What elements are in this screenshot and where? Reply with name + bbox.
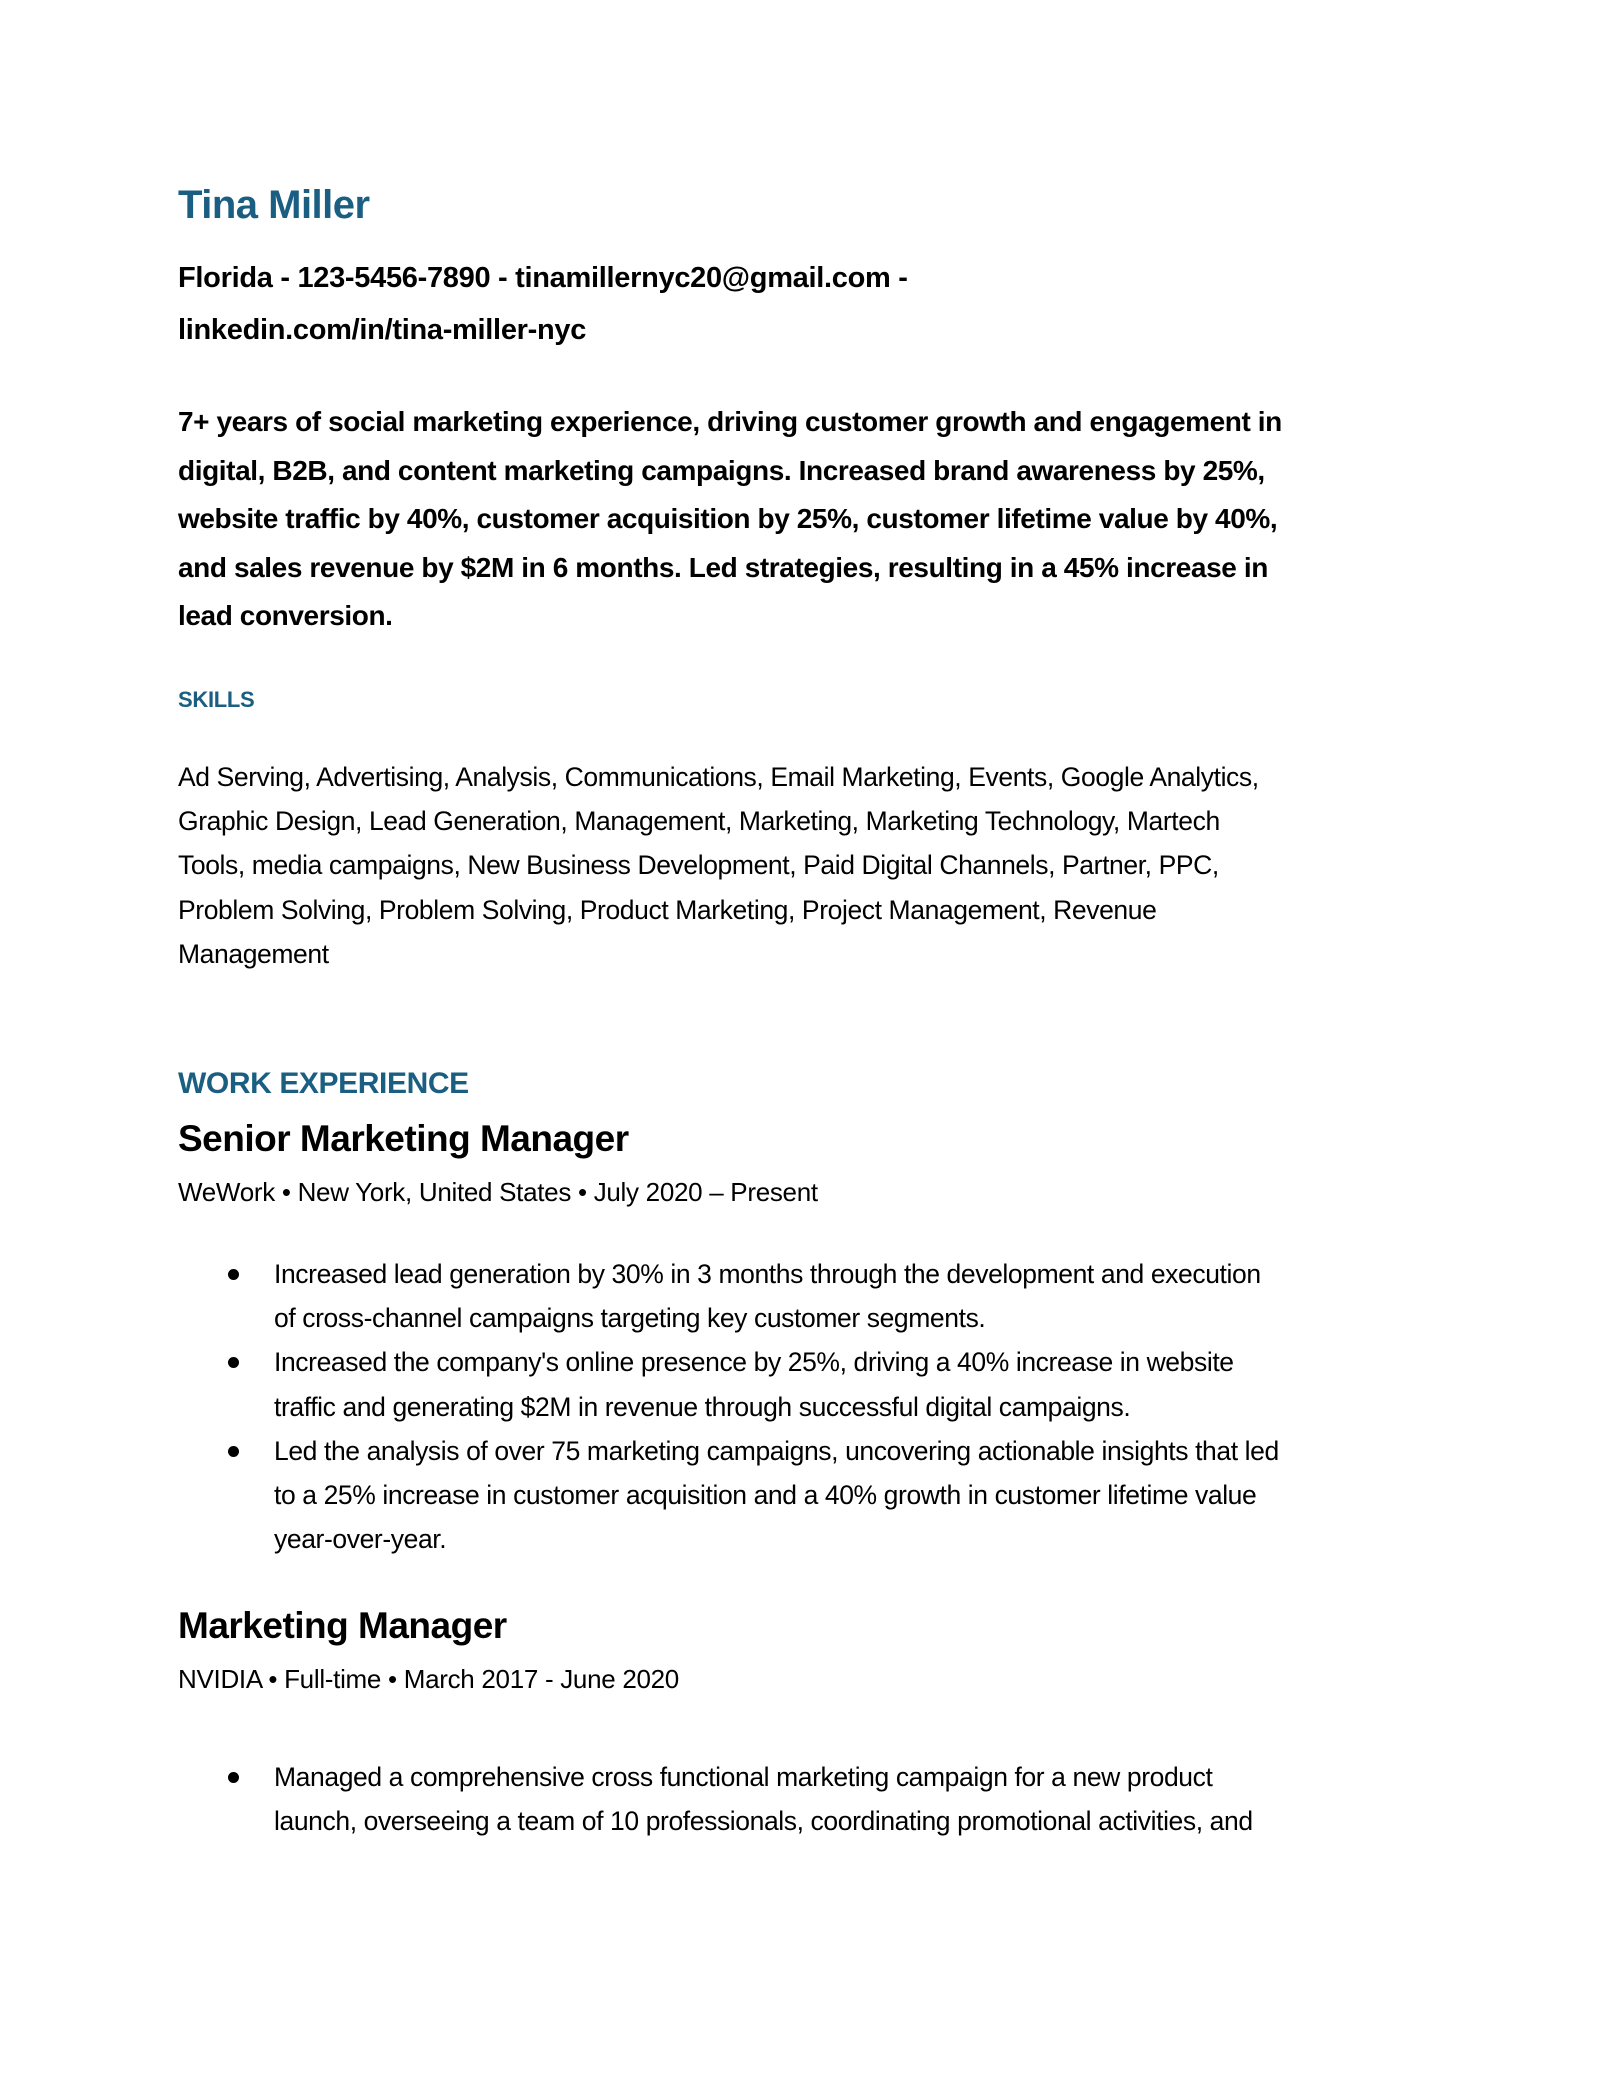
professional-summary: [178, 398, 1428, 641]
job-meta: WeWork • New York, United States • July 2020 – Present: [178, 1177, 818, 1207]
skills-line: Ad Serving, Advertising, Analysis, Communications, Email Marketing, Events, Google Analytics,: [178, 762, 1259, 792]
summary-line: lead conversion.: [178, 600, 393, 631]
contact-line: Florida - 123-5456-7890 - tinamillernyc20@gmail.com -: [178, 262, 908, 294]
bullet-line: year-over-year.: [274, 1524, 447, 1555]
bullet-line: Increased the company's online presence by 25%, driving a 40% increase in website: [274, 1347, 1234, 1378]
bullet-icon: [228, 1357, 239, 1368]
skills-line: Management: [178, 938, 329, 969]
bullet-line: of cross-channel campaigns targeting key customer segments.: [274, 1303, 986, 1334]
job-title: Senior Marketing Manager: [178, 1118, 629, 1159]
bullet-line: Led the analysis of over 75 marketing campaigns, uncovering actionable insights that led: [274, 1435, 1279, 1466]
candidate-name: Tina Miller: [178, 183, 370, 227]
summary-line: 7+ years of social marketing experience, driving customer growth and engagement in: [178, 406, 1282, 437]
skills-line: Problem Solving, Problem Solving, Product Marketing, Project Management, Revenue: [178, 894, 1157, 925]
linkedin-line: linkedin.com/in/tina-miller-nyc: [178, 314, 587, 346]
job-meta: NVIDIA • Full-time • March 2017 - June 2020: [178, 1664, 679, 1694]
bullet-item: [178, 1340, 1438, 1428]
bullet-icon: [228, 1772, 239, 1783]
bullet-item: [178, 1429, 1438, 1562]
bullet-icon: [228, 1446, 239, 1457]
bullet-item: [178, 1252, 1438, 1340]
work-experience-heading: WORK EXPERIENCE: [178, 1067, 469, 1100]
contact-info: [178, 252, 1278, 356]
bullet-line: Managed a comprehensive cross functional marketing campaign for a new product: [274, 1762, 1213, 1792]
job-title: Marketing Manager: [178, 1605, 507, 1646]
summary-line: digital, B2B, and content marketing campaigns. Increased brand awareness by 25%,: [178, 454, 1265, 486]
skills-line: Tools, media campaigns, New Business Development, Paid Digital Channels, Partner, PPC,: [178, 850, 1219, 881]
job-bullets: [178, 1252, 1438, 1561]
summary-line: and sales revenue by $2M in 6 months. Led strategies, resulting in a 45% increase in: [178, 551, 1268, 583]
summary-line: website traffic by 40%, customer acquisition by 25%, customer lifetime value by 40%,: [178, 503, 1278, 534]
bullet-line: launch, overseeing a team of 10 professionals, coordinating promotional activities, and: [274, 1806, 1253, 1837]
job-bullets: [178, 1755, 1438, 1843]
skills-heading: SKILLS: [178, 687, 255, 712]
bullet-line: to a 25% increase in customer acquisition and a 40% growth in customer lifetime value: [274, 1480, 1257, 1511]
skills-line: Graphic Design, Lead Generation, Management, Marketing, Marketing Technology, Martech: [178, 806, 1220, 837]
bullet-icon: [228, 1269, 239, 1280]
bullet-line: Increased lead generation by 30% in 3 months through the development and execution: [274, 1259, 1261, 1289]
bullet-item: [178, 1755, 1438, 1843]
skills-list: [178, 755, 1438, 976]
bullet-line: traffic and generating $2M in revenue through successful digital campaigns.: [274, 1391, 1131, 1422]
